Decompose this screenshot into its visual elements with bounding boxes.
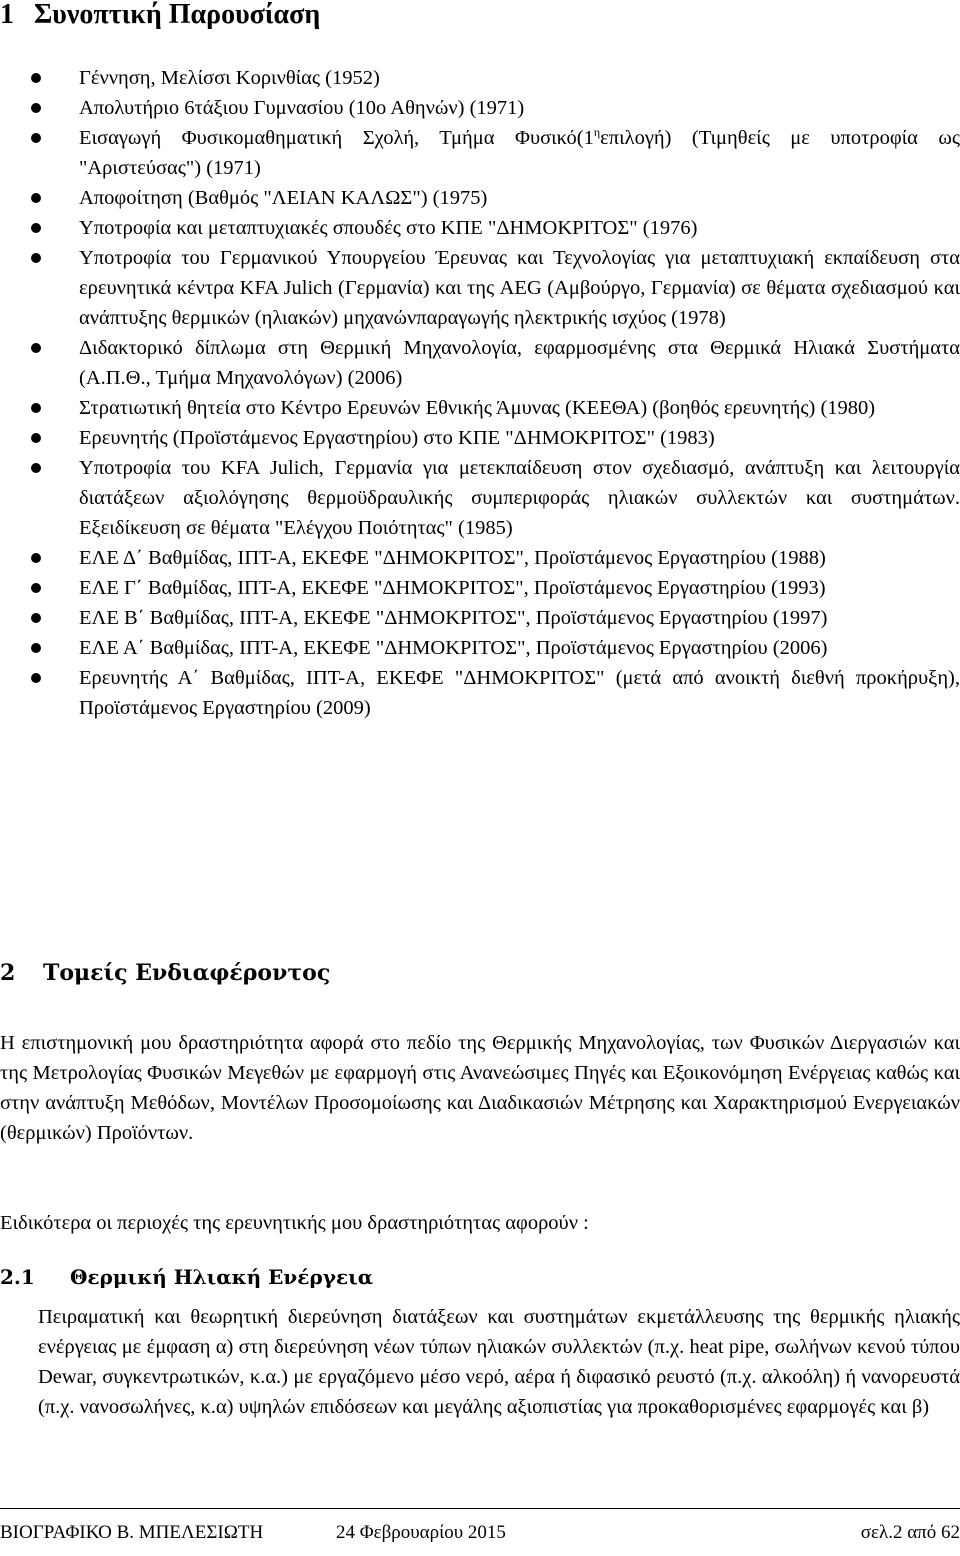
superscript: η xyxy=(593,125,601,139)
list-item: Υποτροφία και μεταπτυχιακές σπουδές στο ΚΠΕ "ΔΗΜΟΚΡΙΤΟΣ" (1976) xyxy=(0,213,960,243)
summary-list xyxy=(0,63,960,723)
section-number: 2 xyxy=(0,960,16,986)
list-item: ΕΛΕ Δ΄ Βαθμίδας, ΙΠΤ-Α, ΕΚΕΦΕ "ΔΗΜΟΚΡΙΤΟΣ", Προϊστάμενος Εργαστηρίου (1988) xyxy=(0,543,960,573)
list-item: Στρατιωτική θητεία στο Κέντρο Ερευνών Εθνικής Άμυνας (ΚΕΕΘΑ) (βοηθός ερευνητής) (1980) xyxy=(0,393,960,423)
section-number: 1 xyxy=(0,0,14,30)
footer-divider xyxy=(0,1508,960,1509)
list-item: Απολυτήριο 6τάξιου Γυμνασίου (10ο Αθηνών) (1971) xyxy=(0,93,960,123)
section-1-heading xyxy=(0,0,960,30)
list-item: Εισαγωγή Φυσικομαθηματική Σχολή, Τμήμα $\Phi\upsilon\sigma\iota\kappa ό(1^\eta\varepsilon\pi\iota\lambda o\gamma ή)$ (Τιμηθείς με υποτροφία ως "Αριστεύσας") (1971) xyxy=(0,123,960,183)
subsection-title: Θερμική Ηλιακή Ενέργεια xyxy=(70,1265,374,1289)
page-footer xyxy=(0,1518,960,1548)
list-item: Υποτροφία του KFA Julich, Γερμανία για μετεκπαίδευση στον σχεδιασμό, ανάπτυξη και λειτουργία διατάξεων αξιολόγησης θερμοϋδραυλικής συμπεριφοράς ηλιακών συλλεκτών και συστημάτων. Εξειδίκευση σε θέματα "Ελέγχου Ποιότητας" (1985) xyxy=(0,453,960,543)
solar-thermal-paragraph: Πειραματική και θεωρητική διερεύνηση διατάξεων και συστημάτων εκμετάλλευσης της θερμικής ηλιακής ενέργειας με έμφαση α) στη διερεύνηση νέων τύπων ηλιακών συλλεκτών (π.χ. heat pipe, σωλήνων κενού τύπου Dewar, συγκεντρωτικών, κ.α.) με εργαζόμενο μέσο νερό, αέρα ή διφασικό ρευστό (π.χ. αλκοόλη) ή νανορευστά (π.χ. νανοσωλήνες, κ.α) υψηλών επιδόσεων και μεγάλης αξιοπιστίας για προκαθορισμένες εφαρμογές και β) xyxy=(38,1306,960,1418)
list-item: Διδακτορικό δίπλωμα στη Θερμική Μηχανολογία, εφαρμοσμένης στα Θερμικά Ηλιακά Συστήματα (Α.Π.Θ., Τμήμα Μηχανολόγων) (2006) xyxy=(0,333,960,393)
list-item: ΕΛΕ Β΄ Βαθμίδας, ΙΠΤ-Α, ΕΚΕΦΕ "ΔΗΜΟΚΡΙΤΟΣ", Προϊστάμενος Εργαστηρίου (1997) xyxy=(0,603,960,633)
subsection-2-1-heading xyxy=(0,1262,960,1292)
section-title: Συνοπτική Παρουσίαση xyxy=(34,0,321,30)
list-item: ΕΛΕ Γ΄ Βαθμίδας, ΙΠΤ-Α, ΕΚΕΦΕ "ΔΗΜΟΚΡΙΤΟΣ", Προϊστάμενος Εργαστηρίου (1993) xyxy=(0,573,960,603)
list-item: Ερευνητής Α΄ Βαθμίδας, ΙΠΤ-Α, ΕΚΕΦΕ "ΔΗΜΟΚΡΙΤΟΣ" (μετά από ανοικτή διεθνή προκήρυξη), Προϊστάμενος Εργαστηρίου (2009) xyxy=(0,663,960,723)
list-item: Γέννηση, Μελίσσι Κορινθίας (1952) xyxy=(0,63,960,93)
research-interests-paragraph: Η επιστημονική μου δραστηριότητα αφορά στο πεδίο της Θερμικής Μηχανολογίας, των Φυσικών Διεργασιών και της Μετρολογίας Φυσικών Μεγεθών με εφαρμογή στις Ανανεώσιμες Πηγές και Εξοικονόμηση Ενέργειας καθώς και στην ανάπτυξη Μεθόδων, Μοντέλων Προσομοίωσης και Διαδικασιών Μέτρησης και Χαρακτηρισμού Ενεργειακών (θερμικών) Προϊόντων. xyxy=(0,1032,960,1144)
list-item: Ερευνητής (Προϊστάμενος Εργαστηρίου) στο ΚΠΕ "ΔΗΜΟΚΡΙΤΟΣ" (1983) xyxy=(0,423,960,453)
footer-page-number: σελ.2 από 62 xyxy=(860,1522,960,1543)
list-item: Αποφοίτηση (Βαθμός "ΛΕΙΑΝ ΚΑΛΩΣ") (1975) xyxy=(0,183,960,213)
list-item: ΕΛΕ Α΄ Βαθμίδας, ΙΠΤ-Α, ΕΚΕΦΕ "ΔΗΜΟΚΡΙΤΟΣ", Προϊστάμενος Εργαστηρίου (2006) xyxy=(0,633,960,663)
section-2-heading xyxy=(0,958,960,988)
subsection-number: 2.1 xyxy=(0,1265,35,1289)
footer-document-title: ΒΙΟΓΡΑΦΙΚΟ Β. ΜΠΕΛΕΣΙΩΤΗ xyxy=(0,1522,264,1543)
footer-date: 24 Φεβρουαρίου 2015 xyxy=(336,1522,506,1543)
section-title: Τομείς Ενδιαφέροντος xyxy=(43,960,331,986)
research-areas-intro: Ειδικότερα οι περιοχές της ερευνητικής μου δραστηριότητας αφορούν : xyxy=(0,1212,589,1234)
list-item: Υποτροφία του Γερμανικού Υπουργείου Έρευνας και Τεχνολογίας για μεταπτυχιακή εκπαίδευση στα ερευνητικά κέντρα KFA Julich (Γερμανία) και της AEG (Αμβούργο, Γερμανία) σε θέματα σχεδιασμού και ανάπτυξης θερμικών (ηλιακών) μηχανώνπαραγωγής ηλεκτρικής ισχύος (1978) xyxy=(0,243,960,333)
